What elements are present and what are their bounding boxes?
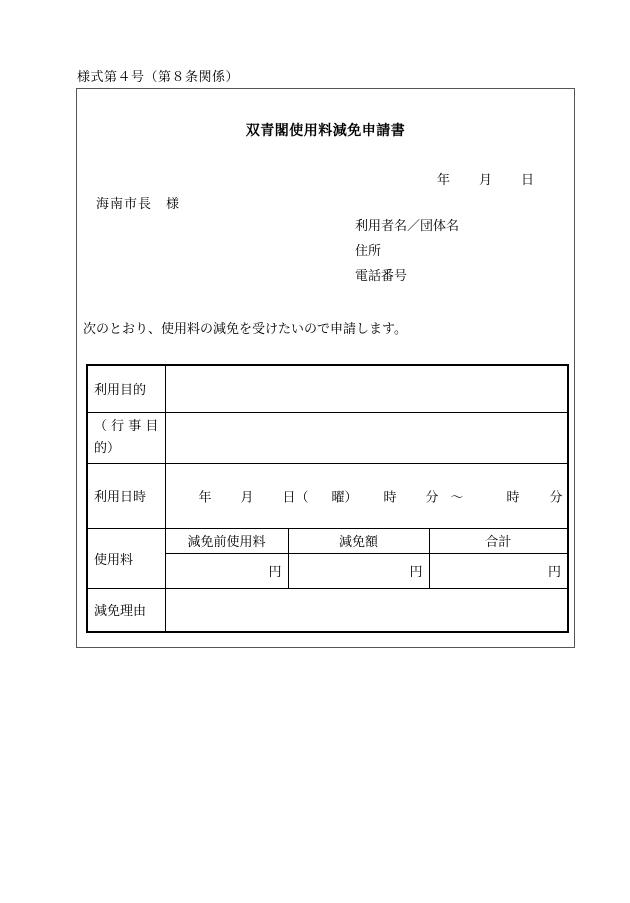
table-row [87, 588, 568, 632]
table-row [87, 365, 568, 412]
datetime-label: 利用日時 [87, 463, 165, 528]
date-year: 年 [437, 173, 451, 188]
datetime-hour-start: 時 [383, 490, 397, 505]
datetime-hour-end: 時 [506, 490, 520, 505]
purpose-label: 利用目的 [87, 365, 165, 412]
event-field[interactable] [165, 412, 568, 463]
date-month: 月 [479, 173, 493, 188]
addressee: 海南市長 様 [96, 197, 181, 212]
datetime-day: 日（ [282, 490, 309, 505]
application-date [437, 169, 537, 188]
fee-header-before: 減免前使用料 [165, 528, 288, 553]
document-title: 双青閣使用料減免申請書 [245, 123, 406, 139]
request-statement: 次のとおり、使用料の減免を受けたいので申請します。 [83, 322, 407, 337]
form-number: 様式第４号（第８条関係） [77, 70, 240, 85]
applicant-address-label: 住所 [355, 244, 382, 259]
datetime-year: 年 [198, 490, 212, 505]
table-row [87, 463, 568, 528]
application-table [86, 364, 569, 633]
applicant-block [355, 219, 459, 294]
event-label-line2: 的） [94, 440, 121, 456]
fee-header-reduction: 減免額 [288, 528, 429, 553]
datetime-field[interactable] [165, 463, 568, 528]
yen-unit: 円 [547, 565, 561, 580]
date-day: 日 [521, 173, 535, 188]
table-row [87, 412, 568, 463]
purpose-field[interactable] [165, 365, 568, 412]
datetime-month: 月 [240, 490, 254, 505]
application-form [76, 88, 575, 648]
datetime-minute-end: 分 [549, 490, 563, 505]
event-label [87, 412, 165, 463]
fee-header-total: 合計 [429, 528, 568, 553]
table-row [87, 528, 568, 553]
applicant-name-label: 利用者名／団体名 [355, 219, 460, 234]
fee-reduction-field[interactable] [288, 553, 429, 588]
applicant-phone-label: 電話番号 [355, 269, 408, 284]
datetime-weekday: 曜） [331, 490, 358, 505]
event-label-line1: （ 行 事 目 [94, 418, 159, 434]
fee-before-field[interactable] [165, 553, 288, 588]
datetime-separator: ～ [450, 490, 464, 505]
reason-label: 減免理由 [87, 588, 165, 632]
fee-total-field[interactable] [429, 553, 568, 588]
reason-field[interactable] [165, 588, 568, 632]
datetime-minute-start: 分 [425, 490, 439, 505]
yen-unit: 円 [409, 565, 423, 580]
fee-label: 使用料 [87, 528, 165, 588]
yen-unit: 円 [268, 565, 282, 580]
